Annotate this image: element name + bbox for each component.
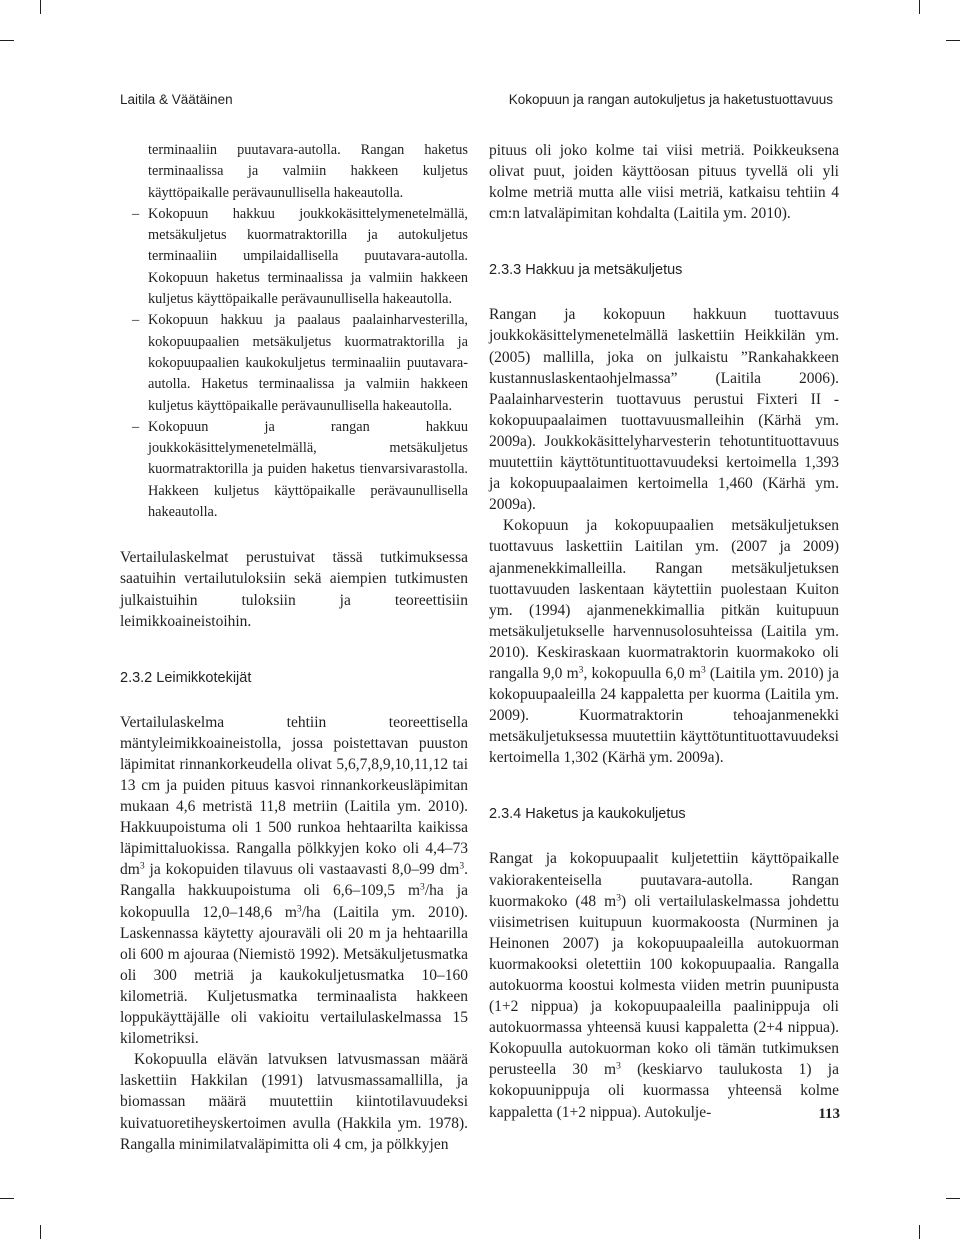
right-column xyxy=(489,140,839,1123)
paragraph: Vertailulaskelmat perustuivat tässä tutkimuksessa saatuihin vertailutuloksiin sekä aiempien tutkimusten julkaistuihin tuloksiin ja teoreettisiin leimikkoaineistoihin. xyxy=(120,549,468,630)
paragraph: Rangan ja kokopuun hakkuun tuottavuus joukkokäsittelymenetelmällä laskettiin Heikkilän ym. (2005) mallilla, joka on julkaistu ”Rankahakkeen kustannuslaskentaohjelmassa” (Laitila 2006). Paalainharvesterin tuottavuus perustui Fixteri II -kokopuupaalaimen tuottavuusmalleihin (Kärhä ym. 2009a). Joukkokäsittelyharvesterin tehotuntituottavuus muutettiin käyttötuntituottavuudeksi kertoimella 1,393 ja kokopuupaalaimen kertoimella 1,460 (Kärhä ym. 2009a). xyxy=(489,306,839,514)
bullet-item: – Kokopuun hakkuu joukkokäsittelymenetelmällä, metsäkuljetus kuormatraktorilla ja autokuljetus terminaaliin umpilaidallisella puutavara-autolla. Kokopuun haketus terminaalissa ja valmiin hakkeen kuljetus käyttöpaikalle perävaunullisella hakeautolla. xyxy=(120,204,468,310)
section-heading: 2.3.3 Hakkuu ja metsäkuljetus xyxy=(489,262,683,279)
crop-mark-top-right xyxy=(946,40,960,41)
left-body xyxy=(120,547,468,1154)
section-heading: 2.3.2 Leimikkotekijät xyxy=(120,669,252,686)
paragraph: Rangat ja kokopuupaalit kuljetettiin käyttöpaikalle vakiorakenteisella puutavara-autolla. Rangan kuormakoko (48 $m^3$) oli vertailulaskelmassa johdettu viisimetrisen kuitupuun kuormakoosta (Nurminen ja Heinonen 2007) ja kokopuupaaleilla autokuorman kuormakooksi oletettiin 100 kokopuupaalia. Rangalla autokuorma koostui kolmesta viiden metrin puunipusta (1+2 nippua) ja kokopuupaaleilla paalinippuja oli autokuormassa yhteensä kuusi kappaletta (2+4 nippua). Kokopuulla autokuorman koko oli tämän tutkimuksen perusteella 30 $m^3$ (keskiarvo taulukosta 1) ja kokopuunippuja oli kuormassa yhteensä kolme kappaletta (1+2 nippua). Autokulje- xyxy=(489,850,839,1121)
bullet-list xyxy=(120,140,468,523)
paragraph: Vertailulaskelma tehtiin teoreettisella mäntyleimikkoaineistolla, jossa poistettavan puuston läpimitat rinnankorkeudella olivat 5,6,7,8,9,10,11,12 tai 13 cm ja puiden pituus kasvoi rinnankorkeusläpimitan mukaan 4,6 metristä 11,8 metriin (Laitila ym. 2010). Hakkuupoistuma oli 1 500 runkoa hehtaarilta kaikissa läpimittaluokissa. Rangalla pölkkyjen koko oli 4,4–73 $dm^3$ ja kokopuiden tilavuus oli vastaavasti 8,0–99 $dm^3$. Rangalla hakkuupoistuma oli 6,6–109,5 $m^3/ha$ ja kokopuulla 12,0–148,6 $m^3/ha$ (Laitila ym. 2010). Laskennassa käytetty ajouraväli oli 20 m ja hehtaarilla oli 600 m ajouraa (Niemistö 1992). Metsäkuljetusmatka oli 300 metriä ja kaukokuljetusmatka 10–160 kilometriä. Kuljetusmatka terminaalista hakkeen loppukäyttäjälle oli vakioitu vertailulaskelmassa 15 kilometriksi. xyxy=(120,713,468,1048)
crop-mark-top-left xyxy=(0,40,14,41)
crop-mark-top-left xyxy=(40,0,41,14)
paragraph: pituus oli joko kolme tai viisi metriä. Poikkeuksena olivat puut, joiden käyttöosan pituus tyvellä oli yli kolme metriä mutta alle viisi metriä, katkaisu tehtiin 4 cm:n latvaläpimitan kohdalta (Laitila ym. 2010). xyxy=(489,142,839,223)
running-header-authors: Laitila & Väätäinen xyxy=(120,92,233,107)
crop-mark-bottom-left xyxy=(0,1198,14,1199)
page-number: 113 xyxy=(818,1106,840,1122)
crop-mark-top-right xyxy=(919,0,920,14)
running-header-title: Kokopuun ja rangan autokuljetus ja haketustuottavuus xyxy=(508,92,833,107)
crop-mark-bottom-right xyxy=(946,1198,960,1199)
crop-mark-bottom-left xyxy=(40,1225,41,1239)
bullet-continuation: terminaaliin puutavara-autolla. Rangan haketus terminaalissa ja valmiin hakkeen kuljetus käyttöpaikalle perävaunullisella hakeautolla. xyxy=(148,142,468,201)
bullet-item: – Kokopuun hakkuu ja paalaus paalainharvesterilla, kokopuupaalien metsäkuljetus kuormatraktorilla ja kokopuupaalien kaukokuljetus terminaaliin puutavara-autolla. Haketus terminaalissa ja valmiin hakkeen kuljetus käyttöpaikalle perävaunullisella hakeautolla. xyxy=(120,310,468,416)
paragraph: Kokopuulla elävän latvuksen latvusmassan määrä laskettiin Hakkilan (1991) latvusmassamallilla, ja biomassan määrä muutettiin kiintotilavuudeksi kuivatuoretiheyskertoimen avulla (Hakkila ym. 1978). Rangalla minimilatvaläpimitta oli 4 cm, ja pölkkyjen xyxy=(120,1051,468,1153)
crop-mark-bottom-right xyxy=(919,1225,920,1239)
left-column xyxy=(120,140,468,1155)
bullet-item: – Kokopuun ja rangan hakkuu joukkokäsittelymenetelmällä, metsäkuljetus kuormatraktorilla ja puiden haketus tienvarsivarastolla. Hakkeen kuljetus käyttöpaikalle perävaunullisella hakeautolla. xyxy=(120,417,468,523)
section-heading: 2.3.4 Haketus ja kaukokuljetus xyxy=(489,806,686,823)
paragraph: Kokopuun ja kokopuupaalien metsäkuljetuksen tuottavuus laskettiin Laitilan ym. (2007 ja 2009) ajanmenekkimalleilla. Rangan metsäkuljetuksen tuottavuuden laskentaan käytettiin puolestaan Kuiton ym. (1994) ajanmenekkimallia pitkän kuitupuun metsäkuljetukselle harvennusolosuhteissa (Laitila ym. 2010). Keskiraskaan kuormatraktorin kuormakoko oli rangalla 9,0 $m^3$, kokopuulla 6,0 $m^3$ (Laitila ym. 2010) ja kokopuupaaleilla 24 kappaletta per kuorma (Laitila ym. 2009). Kuormatraktorin tehoajanmenekki metsäkuljetuksessa muutettiin käyttötuntituottavuudeksi kertoimella 1,302 (Kärhä ym. 2009a). xyxy=(489,517,839,767)
